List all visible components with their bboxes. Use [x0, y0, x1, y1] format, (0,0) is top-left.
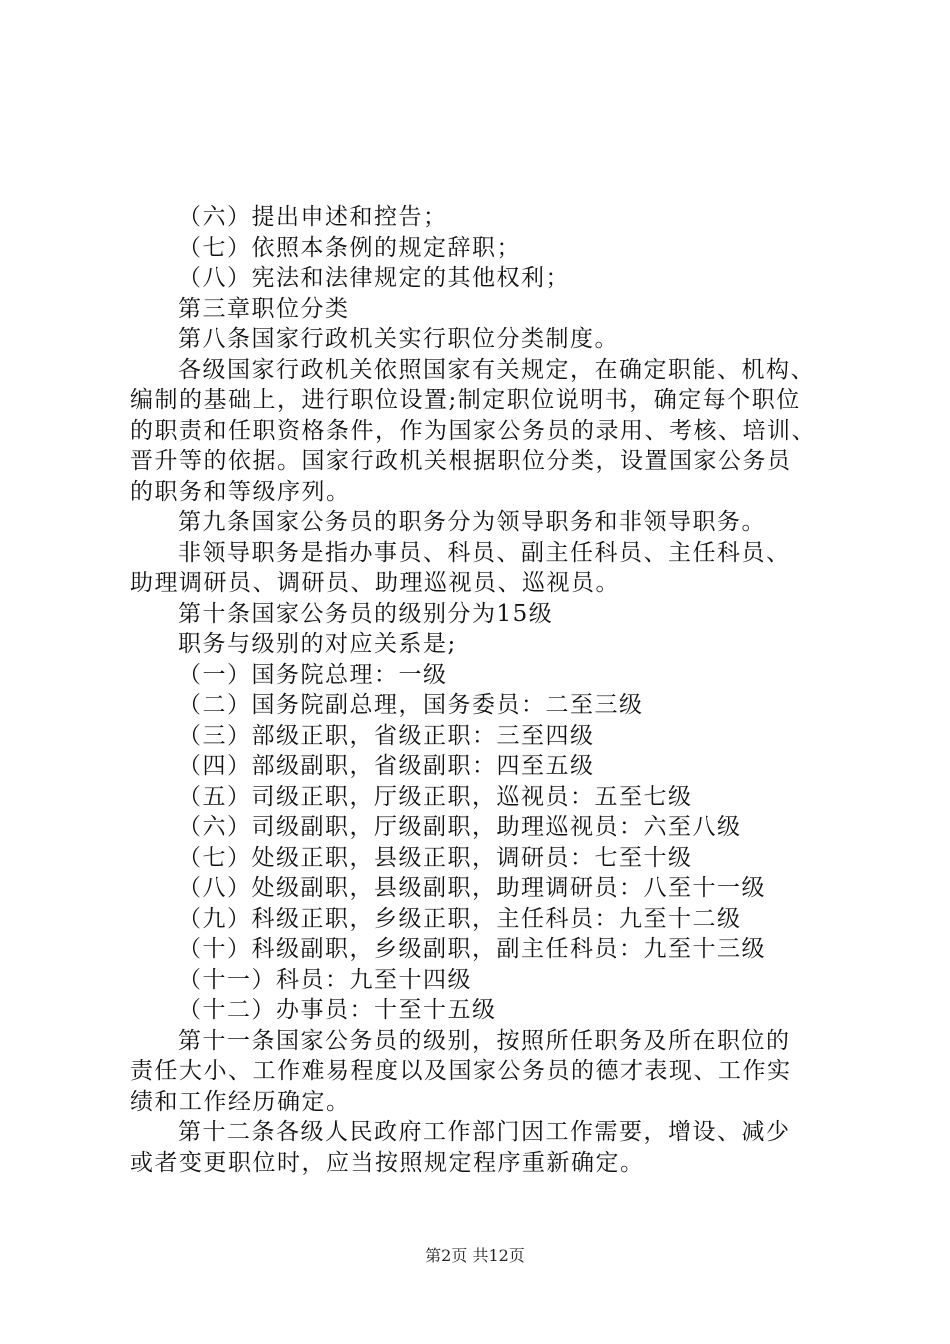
list-item: （十一）科员：九至十四级 — [178, 966, 472, 993]
text-line: （六）提出申述和控告； — [178, 204, 448, 230]
text-line: 助理调研员、调研员、助理巡视员、巡视员。 — [130, 570, 620, 596]
list-item: （三）部级正职，省级正职：三至四级 — [178, 722, 595, 749]
text-line: 第十二条各级人民政府工作部门因工作需要，增设、减少 — [178, 1119, 791, 1145]
text-line: 第八条国家行政机关实行职位分类制度。 — [178, 326, 619, 352]
list-item: （六）司级副职，厅级副职，助理巡视员：六至八级 — [178, 814, 742, 840]
text-line: 编制的基础上，进行职位设置;制定职位说明书，确定每个职位 — [130, 387, 801, 413]
list-item: （一）国务院总理：一级 — [178, 661, 448, 688]
text-line: 第十一条国家公务员的级别，按照所任职务及所在职位的 — [178, 1027, 791, 1054]
section-heading: 第三章职位分类 — [178, 295, 350, 322]
text-line: 绩和工作经历确定。 — [130, 1088, 351, 1115]
text-line: （七）依照本条例的规定辞职； — [178, 234, 521, 261]
list-item: （十）科级副职，乡级副职，副主任科员：九至十三级 — [178, 936, 766, 962]
text-line: （八）宪法和法律规定的其他权利； — [178, 265, 570, 291]
list-item: （八）处级副职，县级副职，助理调研员：八至十一级 — [178, 875, 766, 901]
text-line: 第九条国家公务员的职务分为领导职务和非领导职务。 — [178, 509, 766, 535]
text-line: 职务与级别的对应关系是; — [178, 631, 457, 657]
text-line: 各级国家行政机关依照国家有关规定，在确定职能、机构、 — [178, 356, 815, 383]
list-item: （五）司级正职，厅级正职，巡视员：五至七级 — [178, 783, 693, 810]
list-item: （七）处级正职，县级正职，调研员：七至十级 — [178, 844, 693, 871]
page-footer: 第2页 共12页 — [425, 1246, 525, 1265]
document-body — [130, 202, 830, 1178]
list-item: （十二）办事员：十至十五级 — [178, 997, 497, 1023]
list-item: （九）科级正职，乡级正职，主任科员：九至十二级 — [178, 905, 742, 932]
list-item: （二）国务院副总理，国务委员：二至三级 — [178, 692, 644, 718]
text-line: 第十条国家公务员的级别分为15级 — [178, 600, 554, 627]
text-line: 非领导职务是指办事员、科员、副主任科员、主任科员、 — [178, 539, 791, 566]
text-line: 责任大小、工作难易程度以及国家公务员的德才表现、工作实 — [130, 1058, 792, 1084]
text-line: 的职责和任职资格条件，作为国家公务员的录用、考核、培训、 — [130, 417, 816, 444]
text-line: 晋升等的依据。国家行政机关根据职位分类，设置国家公务员 — [130, 448, 792, 474]
text-line: 或者变更职位时，应当按照规定程序重新确定。 — [130, 1149, 645, 1176]
text-line: 的职务和等级序列。 — [130, 478, 351, 505]
list-item: （四）部级副职，省级副职：四至五级 — [178, 753, 595, 779]
